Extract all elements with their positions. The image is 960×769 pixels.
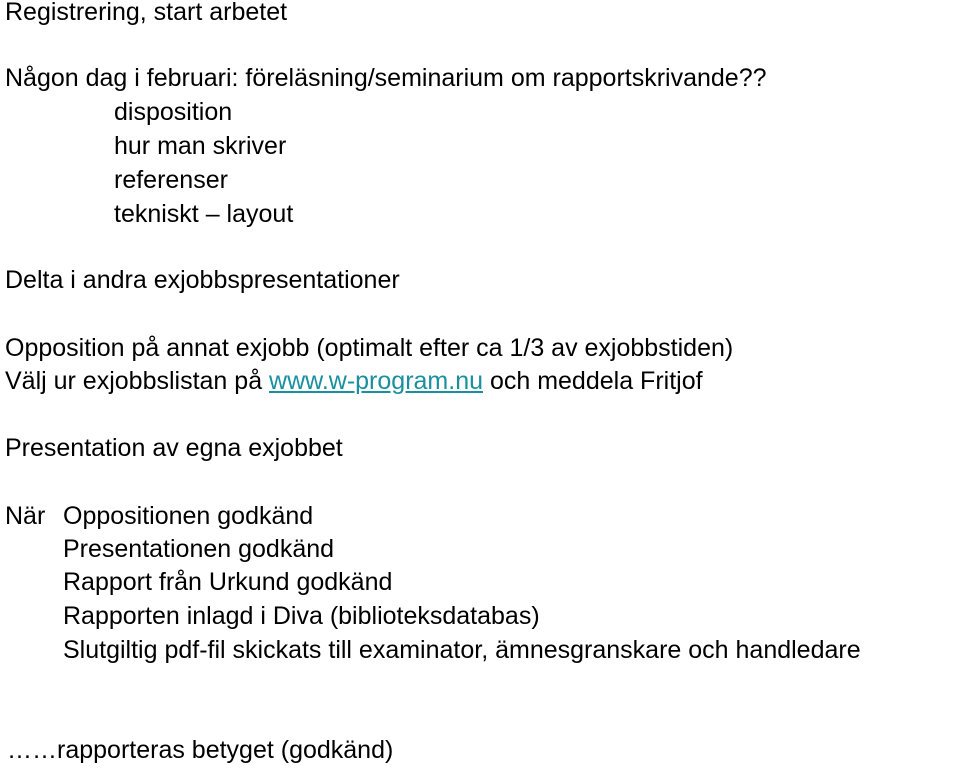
- opposition-line: Opposition på annat exjobb (optimalt efter ca 1/3 av exjobbstiden): [5, 334, 734, 362]
- seminar-topic: tekniskt – layout: [114, 200, 294, 228]
- result-line: ……rapporteras betyget (godkänd): [7, 736, 394, 764]
- opposition-instruction: [5, 365, 703, 398]
- opposition-prefix: Välj ur exjobbslistan på: [5, 367, 263, 395]
- heading: Registrering, start arbetet: [5, 0, 288, 26]
- own-presentation-line: Presentation av egna exjobbet: [5, 434, 343, 462]
- program-link[interactable]: www.w-program.nu: [269, 367, 483, 395]
- condition-item: Rapport från Urkund godkänd: [63, 568, 393, 596]
- presentations-line: Delta i andra exjobbspresentationer: [5, 266, 400, 294]
- condition-item: Rapporten inlagd i Diva (biblioteksdatabas): [63, 602, 540, 630]
- seminar-intro: Någon dag i februari: föreläsning/seminarium om rapportskrivande??: [5, 64, 767, 92]
- opposition-suffix: och meddela Fritjof: [489, 367, 703, 395]
- condition-item: Presentationen godkänd: [63, 535, 335, 563]
- seminar-topic: disposition: [114, 98, 233, 126]
- condition-item: Slutgiltig pdf-fil skickats till examinator, ämnesgranskare och handledare: [63, 636, 861, 664]
- seminar-topic: referenser: [114, 166, 228, 194]
- seminar-topic: hur man skriver: [114, 132, 287, 160]
- condition-item: Oppositionen godkänd: [63, 502, 314, 530]
- conditions-label: När: [5, 502, 46, 530]
- condition-row: [5, 500, 313, 533]
